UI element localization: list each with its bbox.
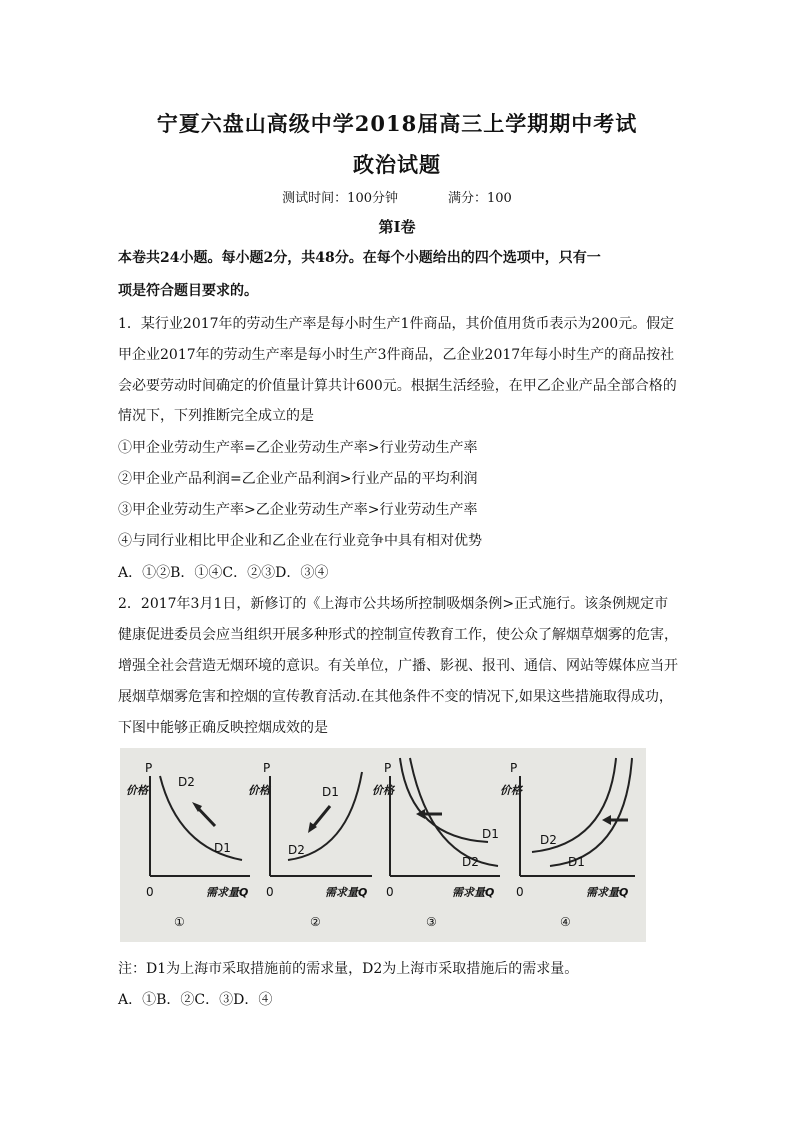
panel-4-y-label: 价格 xyxy=(500,784,522,797)
panel-2-curve-label-top: D1 xyxy=(322,785,339,799)
panel-4 xyxy=(500,758,635,929)
panel-3 xyxy=(372,758,500,929)
panel-1-x-label: 需求量Q xyxy=(206,886,249,899)
demand-curves-svg xyxy=(120,748,646,942)
exam-title: 宁夏六盘山高级中学2018届高三上学期期中考试 xyxy=(156,111,638,136)
panel-4-number: ④ xyxy=(560,915,571,929)
panel-2 xyxy=(248,761,372,929)
q1-item-2: ②甲企业产品利润=乙企业产品利润>行业产品的平均利润 xyxy=(118,471,478,487)
q1-stem-line-2: 甲企业2017年的劳动生产率是每小时生产3件商品，乙企业2017年每小时生产的商品按社 xyxy=(118,347,675,363)
q1-stem-line-4: 情况下，下列推断完全成立的是 xyxy=(118,408,314,424)
panel-2-curve-label-bottom: D2 xyxy=(288,843,305,857)
panel-4-curve-label-d1: D1 xyxy=(568,855,585,869)
q1-stem-line-3: 会必要劳动时间确定的价值量计算共计600元。根据生活经验，在甲乙企业产品全部合格的 xyxy=(118,378,677,394)
q1-item-1: ①甲企业劳动生产率=乙企业劳动生产率>行业劳动生产率 xyxy=(118,440,478,456)
panel-3-origin: 0 xyxy=(386,885,394,899)
panel-2-shift-arrow xyxy=(312,806,330,828)
panel-2-y-label: 价格 xyxy=(248,784,270,797)
panel-1-y-label: 价格 xyxy=(126,784,148,797)
panel-3-number: ③ xyxy=(426,915,437,929)
panel-2-p-label: P xyxy=(263,761,271,775)
exam-score: 满分：100 xyxy=(448,191,512,206)
exam-info xyxy=(0,187,794,206)
panel-1-origin: 0 xyxy=(146,885,154,899)
panel-2-x-label: 需求量Q xyxy=(325,886,368,899)
panel-3-curve-label-d1: D1 xyxy=(482,827,499,841)
exam-time: 测试时间：100分钟 xyxy=(282,191,398,206)
panel-1-curve-label-top: D2 xyxy=(178,775,195,789)
panel-2-number: ② xyxy=(310,915,321,929)
section-heading: 第I卷 xyxy=(378,218,416,236)
panel-4-curve-label-d2: D2 xyxy=(540,833,557,847)
panel-4-demand-curve-d1 xyxy=(550,758,632,866)
panel-3-x-label: 需求量Q xyxy=(452,886,495,899)
exam-subtitle: 政治试题 xyxy=(353,152,441,177)
q2-stem-line-4: 展烟草烟雾危害和控烟的宣传教育活动.在其他条件不变的情况下,如果这些措施取得成功， xyxy=(118,689,673,705)
q2-stem-line-1: 2．2017年3月1日，新修订的《上海市公共场所控制吸烟条例>正式施行。该条例规定市 xyxy=(118,596,669,612)
panel-1-number: ① xyxy=(174,915,185,929)
q2-stem-line-2: 健康促进委员会应当组织开展多种形式的控制宣传教育工作，使公众了解烟草烟雾的危害， xyxy=(118,627,678,643)
q1-item-4: ④与同行业相比甲企业和乙企业在行业竞争中具有相对优势 xyxy=(118,533,482,549)
panel-1-p-label: P xyxy=(145,761,153,775)
panel-3-curve-label-d2: D2 xyxy=(462,855,479,869)
q2-stem-line-3: 增强全社会营造无烟环境的意识。有关单位，广播、影视、报刊、通信、网站等媒体应当开 xyxy=(118,658,678,674)
panel-1 xyxy=(126,761,250,929)
panel-4-x-label: 需求量Q xyxy=(586,886,629,899)
instruction-line-2: 项是符合题目要求的。 xyxy=(118,283,258,299)
q1-options: A．①②B．①④C．②③D．③④ xyxy=(118,565,329,581)
panel-2-origin: 0 xyxy=(266,885,274,899)
q2-stem-line-5: 下图中能够正确反映控烟成效的是 xyxy=(118,720,328,736)
instruction-line-1: 本卷共24小题。每小题2分，共48分。在每个小题给出的四个选项中，只有一 xyxy=(118,250,601,266)
panel-4-p-label: P xyxy=(510,761,518,775)
panel-1-curve-label-bottom: D1 xyxy=(214,841,231,855)
panel-3-y-label: 价格 xyxy=(372,784,394,797)
panel-3-p-label: P xyxy=(384,761,392,775)
demand-curve-figure xyxy=(120,748,646,942)
q2-note: 注：D1为上海市采取措施前的需求量，D2为上海市采取措施后的需求量。 xyxy=(118,961,579,977)
q1-stem-line-1: 1．某行业2017年的劳动生产率是每小时生产1件商品，其价值用货币表示为200元。假定 xyxy=(118,316,675,332)
q2-options: A．①B．②C．③D．④ xyxy=(118,992,273,1008)
q1-item-3: ③甲企业劳动生产率>乙企业劳动生产率>行业劳动生产率 xyxy=(118,502,478,518)
panel-4-origin: 0 xyxy=(516,885,524,899)
panel-4-arrow-head xyxy=(602,815,611,825)
